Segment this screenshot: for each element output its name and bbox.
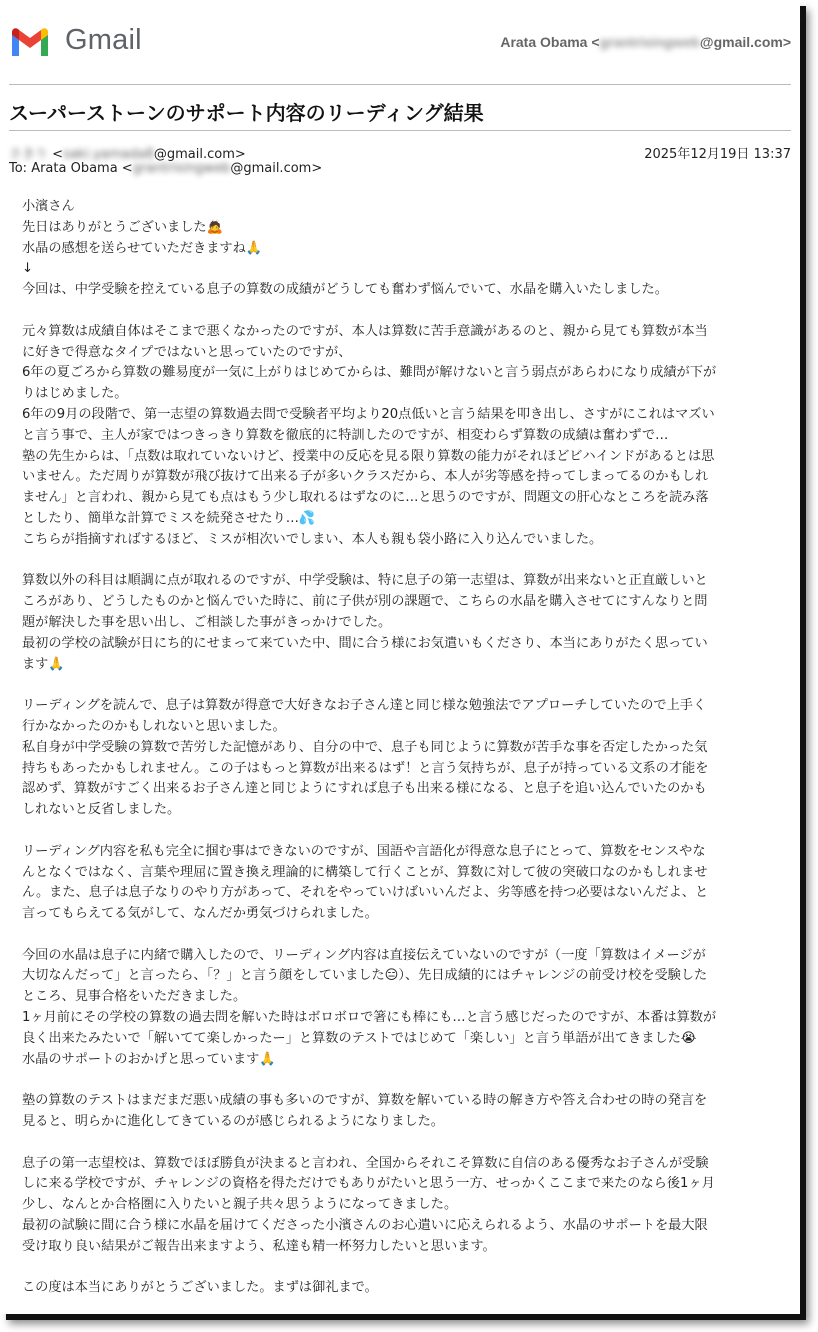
body-line: 小濱さん (22, 199, 75, 214)
body-line: 先日はありがとうございました🙇 (22, 219, 224, 235)
body-paragraph (22, 842, 778, 925)
body-line: ところ、見事合格をいただきました。 (22, 989, 247, 1005)
recipient-email-redacted: grantrisingweb (132, 161, 231, 176)
body-line: ます🙏 (22, 656, 65, 672)
sender-name-redacted: さきり (9, 147, 49, 162)
body-paragraph (22, 696, 778, 821)
header-divider (9, 84, 791, 85)
body-paragraph (22, 946, 778, 1071)
body-line: しれないと反省しました。 (22, 802, 181, 818)
gmail-header (9, 20, 791, 64)
body-line: 言ってもらえてる気がして、なんだか勇気づけられました。 (22, 906, 378, 922)
account-email-domain: @gmail.com> (699, 34, 791, 50)
body-line: 今回は、中学受験を控えている息子の算数の成績がどうしても奮わず悩んでいて、水晶を購入いたしました。 (22, 282, 668, 298)
body-line: 水晶のサポートのおかげと思っています🙏 (22, 1051, 276, 1067)
body-line: 持ちもあったかもしれません。この子はもっと算数が出来るはず！と言う気持ちが、息子が持っている文系の才能を (22, 760, 709, 776)
body-line: 行かなかったのかもしれないと思いました。 (22, 718, 286, 734)
body-line: 少し、なんとか合格圏に入りたいと親子共々思うようになってきました。 (22, 1197, 458, 1213)
body-paragraph (22, 1278, 778, 1299)
recipient-email-domain: @gmail.com> (230, 161, 323, 176)
account-name: Arata Obama (500, 34, 588, 50)
recipient-prefix: To: Arata Obama < (9, 161, 133, 176)
body-paragraph (22, 1154, 778, 1258)
body-line: いません。ただ周りが算数が飛び抜けて出来る子が多いクラスだから、本人が劣等感を持ってしまってるのかもしれ (22, 469, 709, 485)
email-body (22, 197, 778, 1320)
body-line: 水晶の感想を送らせていただきますね🙏 (22, 240, 263, 256)
body-line: 6年の9月の段階で、第一志望の算数過去問で受験者平均より20点低いと言う結果を叩き出し、さすがにこれはマズい (22, 406, 715, 422)
body-paragraph (22, 197, 778, 301)
body-line: 私自身が中学受験の算数で苦労した記憶があり、自分の中で、息子も同じように算数が苦手な事を否定したかった気 (22, 739, 708, 755)
body-line: 最初の試験に間に合う様に水晶を届けてくださった小濱さんのお心遣いに応えられるよう、水晶のサポートを最大限 (22, 1218, 708, 1234)
body-line: ころがあり、どうしたものかと悩んでいた時に、前に子供が別の課題で、こちらの水晶を購入させてにすんなりと問 (22, 594, 708, 610)
body-line: リーディング内容を私も完全に掴む事はできないのですが、国語や言語化が得意な息子にとって、算数をセンスやな (22, 843, 706, 859)
body-line: と言う事で、主人が家ではつきっきり算数を徹底的に特訓したのですが、相変わらず算数の成績は奮わずで… (22, 427, 669, 443)
sender-email-domain: @gmail.com> (153, 147, 246, 162)
body-line: こちらが指摘すればするほど、ミスが相次いでしまい、本人も親も袋小路に入り込んでいました。 (22, 531, 603, 547)
body-line: 今回の水晶は息子に内緒で購入したので、リーディング内容は直接伝えていないのですが（一度「算数はイメージが (22, 947, 706, 963)
subject-divider (9, 130, 791, 131)
body-line: 元々算数は成績自体はそこまで悪くなかったのですが、本人は算数に苦手意識があるのと、親から見ても算数が本当 (22, 323, 708, 339)
gmail-logo-text: Gmail (65, 24, 142, 56)
body-line: この度は本当にありがとうございました。まずは御礼まで。 (22, 1280, 378, 1296)
body-line: 息子の第一志望校は、算数でほぼ勝負が決まると言われ、全国からそれこそ算数に自信のある優秀なお子さんが受験 (22, 1155, 709, 1171)
gmail-logo-icon (9, 26, 51, 58)
from-line (9, 143, 791, 162)
body-paragraph (22, 1091, 778, 1133)
body-line: りはじめました。 (22, 386, 128, 402)
account-email-redacted: grantrisingweb (599, 34, 700, 50)
body-line: 1ヶ月前にその学校の算数の過去問を解いた時はボロボロで箸にも棒にも…と言う感じだったのですが、本番は算数が (22, 1010, 717, 1026)
email-date: 2025年12月19日 13:37 (644, 147, 791, 162)
body-paragraph (22, 322, 778, 551)
body-line: リーディングを読んで、息子は算数が得意で大好きなお子さん達と同じ様な勉強法でアプローチしていたので上手く (22, 698, 707, 714)
body-line: しに来る学校ですが、チャレンジの資格を得ただけでもありがたいと思う一方、せっかくここまで来たのなら後1ヶ月 (22, 1176, 715, 1192)
body-line: 6年の夏ごろから算数の難易度が一気に上がりはじめてからは、難問が解けないと言う弱点があらわになり成績が下が (22, 365, 717, 381)
body-line: に好きで得意なタイプではないと思っていたのですが、 (22, 344, 352, 360)
body-line: ません」と言われ、親から見ても点はもう少し取れるはずなのに…と思うのですが、問題文の肝心なところを読み落 (22, 490, 709, 506)
body-line: ん。また、息子は息子なりのやり方があって、それをやっていけばいいんだよ、劣等感を持つ必要はないんだよ、と (22, 885, 709, 901)
email-subject: スーパーストーンのサポート内容のリーディング結果 (9, 101, 484, 125)
body-line: 題が解決した事を思い出し、ご相談した事がきっかけでした。 (22, 614, 392, 630)
body-line: ↓ (22, 261, 34, 277)
sender-email-redacted: saki.yamada8 (63, 147, 154, 162)
sender-open-bracket: < (52, 147, 64, 162)
account-email: Arata Obama <grantrisingweb@gmail.com> (500, 34, 791, 50)
to-line (9, 161, 791, 176)
body-line: 見ると、明らかに進化してきているのが感じられるようになりました。 (22, 1114, 444, 1130)
body-line: んとなくではなく、言葉や理屈に置き換え理論的に構築して行くことが、算数に対して彼の突破口なのかもしれませ (22, 864, 708, 880)
body-line: 算数以外の科目は順調に点が取れるのですが、中学受験は、特に息子の第一志望は、算数が出来ないと正直厳しいと (22, 573, 708, 589)
body-line: 受け取り良い結果がご報告出来ますよう、私達も精一杯努力したいと思います。 (22, 1238, 496, 1254)
body-line: 認めず、算数がすごく出来るお子さん達と同じようにすれば息子も出来る様になる、と息子を追い込んでいたのかも (22, 781, 707, 797)
body-line: 良く出来たみたいで「解いてて楽しかったー」と算数のテストではじめて「楽しい」と言う単語が出てきました😭 (22, 1030, 697, 1046)
body-paragraph (22, 571, 778, 675)
body-line: としたり、簡単な計算でミスを続発させたり…💦 (22, 510, 316, 526)
body-line: 塾の算数のテストはまだまだ悪い成績の事も多いのですが、算数を解いている時の解き方や答え合わせの時の発言を (22, 1093, 708, 1109)
body-line: 大切なんだって」と言ったら、「？」と言う顔をしていました😑）、先日成績的にはチャレンジの前受け校を受験した (22, 968, 708, 984)
body-line: 塾の先生からは、「点数は取れていないけど、授業中の反応を見る限り算数の能力がそれほどビハインドがあるとは思 (22, 448, 715, 464)
body-line: 最初の学校の試験が日にち的にせまって来ていた中、間に合う様にお気遣いもくださり、本当にありがたく思ってい (22, 635, 708, 651)
